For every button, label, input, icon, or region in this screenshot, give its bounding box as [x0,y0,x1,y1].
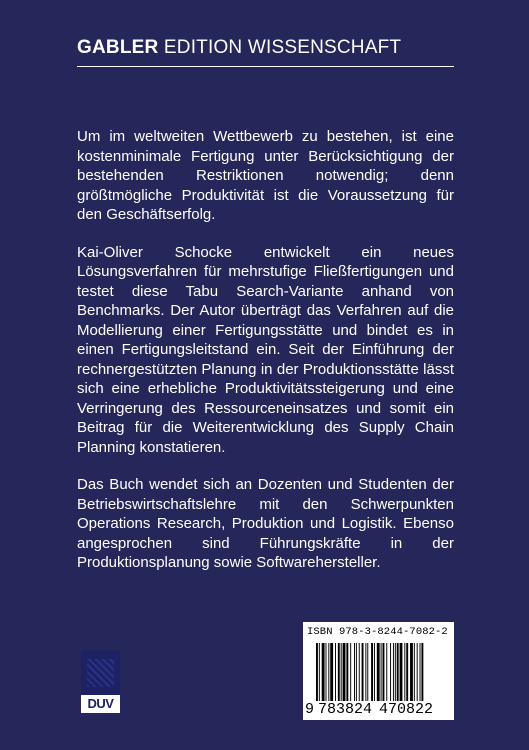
barcode-bar-28 [400,643,403,701]
header-divider [77,66,454,67]
barcode-bar-1 [319,643,320,706]
isbn-barcode-block [303,622,454,720]
barcode-bar-26 [395,643,396,701]
logo-mark [81,651,120,695]
barcode-icon [316,643,446,706]
barcode-bar-32 [414,643,415,701]
barcode-bar-7 [338,643,340,701]
barcode-digits [305,701,452,718]
series-title [77,37,401,59]
barcode-bar-24 [390,643,391,701]
series-name: EDITION WISSENSCHAFT [158,37,402,58]
barcode-bar-31 [410,643,413,701]
barcode-bar-12 [354,643,355,701]
barcode-lead-digit: 9 [305,701,315,718]
barcode-bar-27 [397,643,399,701]
barcode-bar-8 [341,643,342,701]
barcode-bar-25 [393,643,394,701]
barcode-bar-20 [377,643,380,701]
barcode-bar-3 [326,643,327,701]
series-brand: GABLER [77,37,159,58]
barcode-bar-34 [420,643,421,701]
cover-blurb [77,127,454,591]
barcode-bar-5 [330,643,333,701]
barcode-bar-13 [356,643,357,701]
barcode-group-2: 470822 [379,701,434,718]
barcode-bar-18 [371,643,373,706]
barcode-bar-14 [359,643,360,701]
barcode-bar-30 [406,643,408,701]
logo-text: DUV [87,696,114,711]
isbn-label: ISBN 978-3-8244-7082-2 [307,626,448,638]
barcode-bar-19 [374,643,375,701]
barcode-bar-6 [335,643,336,701]
barcode-bar-0 [316,643,318,706]
blurb-paragraph-2: Kai-Oliver Schocke entwickelt ein neues Lösungsverfahren für mehrstufige Fließfertigungen und testet diese Tabu Search-Variante anhand von Benchmarks. Der Autor überträgt das Verfahren auf die Modellierung einer Fertigungsstätte und bindet es in einen Fertigungsleitstand ein. Seit der Einführung der rechnergestützten Planung in der Produktionsstätte lässt sich eine erhebliche Produktivitätssteigerung und eine Verringerung des Ressourceneinsatzes und somit ein Beitrag für die Weiterentwicklung des Supply Chain Planning konstatieren. [77,243,454,456]
barcode-bar-17 [367,643,368,701]
barcode-bar-21 [381,643,382,701]
barcode-bar-2 [322,643,325,701]
barcode-bar-29 [404,643,405,701]
blurb-paragraph-1: Um im weltweiten Wettbewerb zu bestehen, ist eine kostenminimale Fertigung unter Berücksichtigung der bestehenden Restriktionen notwendig; denn größtmögliche Produktivität ist die Voraussetzung für den Geschäftserfolg. [77,128,454,223]
barcode-group-1: 783824 [318,701,373,718]
barcode-bar-22 [383,643,385,701]
barcode-bar-16 [365,643,366,701]
barcode-bar-33 [417,643,418,701]
barcode-bar-4 [328,643,329,701]
barcode-bar-15 [362,643,364,701]
blurb-paragraph-3: Das Buch wendet sich an Dozenten und Studenten der Betriebswirtschaftslehre mit den Schwerpunkten Operations Research, Produktion und Logistik. Ebenso angesprochen sind Führungskräfte in der Produktionsplanung sowie Softwarehersteller. [77,476,454,571]
barcode-bar-23 [386,643,387,701]
barcode-bar-10 [346,643,348,701]
barcode-bar-9 [343,643,346,701]
barcode-bar-11 [350,643,351,701]
duv-logo-icon [81,651,120,713]
barcode-bar-35 [421,643,423,706]
